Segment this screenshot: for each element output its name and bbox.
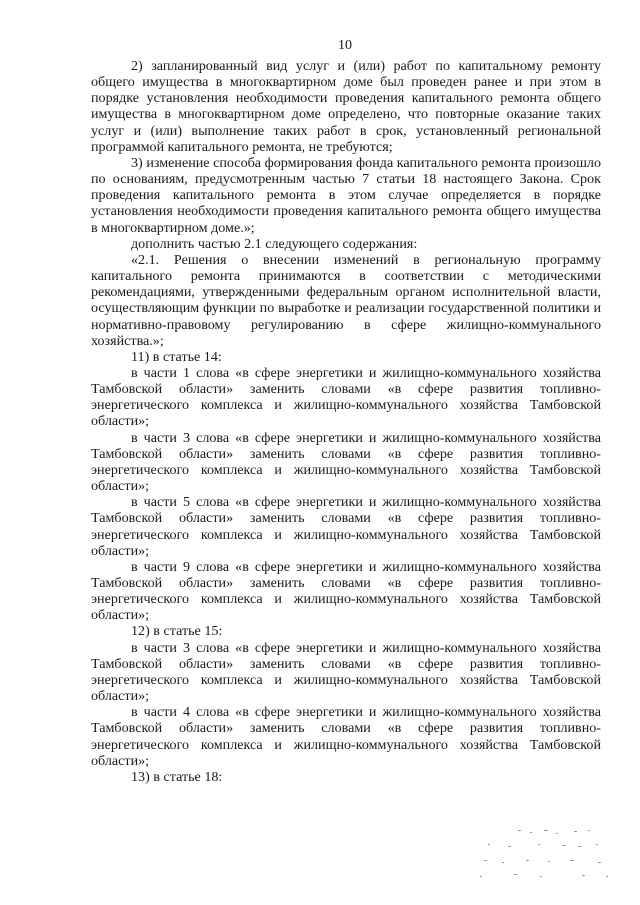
paragraph-art14-part5: в части 5 слова «в сфере энергетики и жилищно-коммунального хозяйства Тамбовской области» заменить словами «в сфере развития топливно-энергетического комплекса и жилищно-коммунального хозяйства Тамбовской области»;	[91, 494, 601, 559]
document-body	[91, 58, 601, 785]
paragraph-item-2: 2) запланированный вид услуг и (или) работ по капитальному ремонту общего имущества в многоквартирном доме был проведен ранее и при этом в порядке установления необходимости проведения капитального ремонта общего имущества в многоквартирном доме определено, что повторные оказание таких услуг и (или) выполнение таких работ в срок, установленный региональной программой капитального ремонта, не требуются;	[91, 58, 601, 155]
paragraph-article-14: 11) в статье 14:	[131, 348, 222, 365]
paragraph-article-15: 12) в статье 15:	[131, 623, 223, 640]
scan-noise	[478, 818, 618, 888]
paragraph-art15-part3: в части 3 слова «в сфере энергетики и жилищно-коммунального хозяйства Тамбовской области» заменить словами «в сфере развития топливно-энергетического комплекса и жилищно-коммунального хозяйства Тамбовской области»;	[91, 639, 601, 705]
paragraph-art14-part1: в части 1 слова «в сфере энергетики и жилищно-коммунального хозяйства Тамбовской области» заменить словами «в сфере развития топливно-энергетического комплекса и жилищно-коммунального хозяйства Тамбовской области»;	[91, 364, 601, 430]
paragraph-quote-2-1: «2.1. Решения о внесении изменений в региональную программу капитального ремонта принимаются в соответствии с методическими рекомендациями, утвержденными федеральным органом исполнительной власти, осуществляющим функции по выработке и реализации государственной политики и нормативно-правовому регулированию в сфере жилищно-коммунального хозяйства.»;	[91, 251, 601, 349]
paragraph-art15-part4: в части 4 слова «в сфере энергетики и жилищно-коммунального хозяйства Тамбовской области» заменить словами «в сфере развития топливно-энергетического комплекса и жилищно-коммунального хозяйства Тамбовской области»;	[91, 704, 601, 769]
paragraph-item-3: 3) изменение способа формирования фонда капитального ремонта произошло по основаниям, предусмотренным частью 7 статьи 18 настоящего Закона. Срок проведения капитального ремонта в этом случае определяется в порядке установления необходимости проведения капитального ремонта общего имущества в многоквартирном доме.»;	[91, 154, 601, 236]
paragraph-art14-part9: в части 9 слова «в сфере энергетики и жилищно-коммунального хозяйства Тамбовской области» заменить словами «в сфере развития топливно-энергетического комплекса и жилищно-коммунального хозяйства Тамбовской области»;	[91, 558, 601, 624]
paragraph-add-part: дополнить частью 2.1 следующего содержания:	[131, 235, 418, 252]
paragraph-article-18: 13) в статье 18:	[131, 768, 223, 785]
page-number: 10	[338, 38, 352, 53]
paragraph-art14-part3: в части 3 слова «в сфере энергетики и жилищно-коммунального хозяйства Тамбовской области» заменить словами «в сфере развития топливно-энергетического комплекса и жилищно-коммунального хозяйства Тамбовской области»;	[91, 429, 601, 495]
